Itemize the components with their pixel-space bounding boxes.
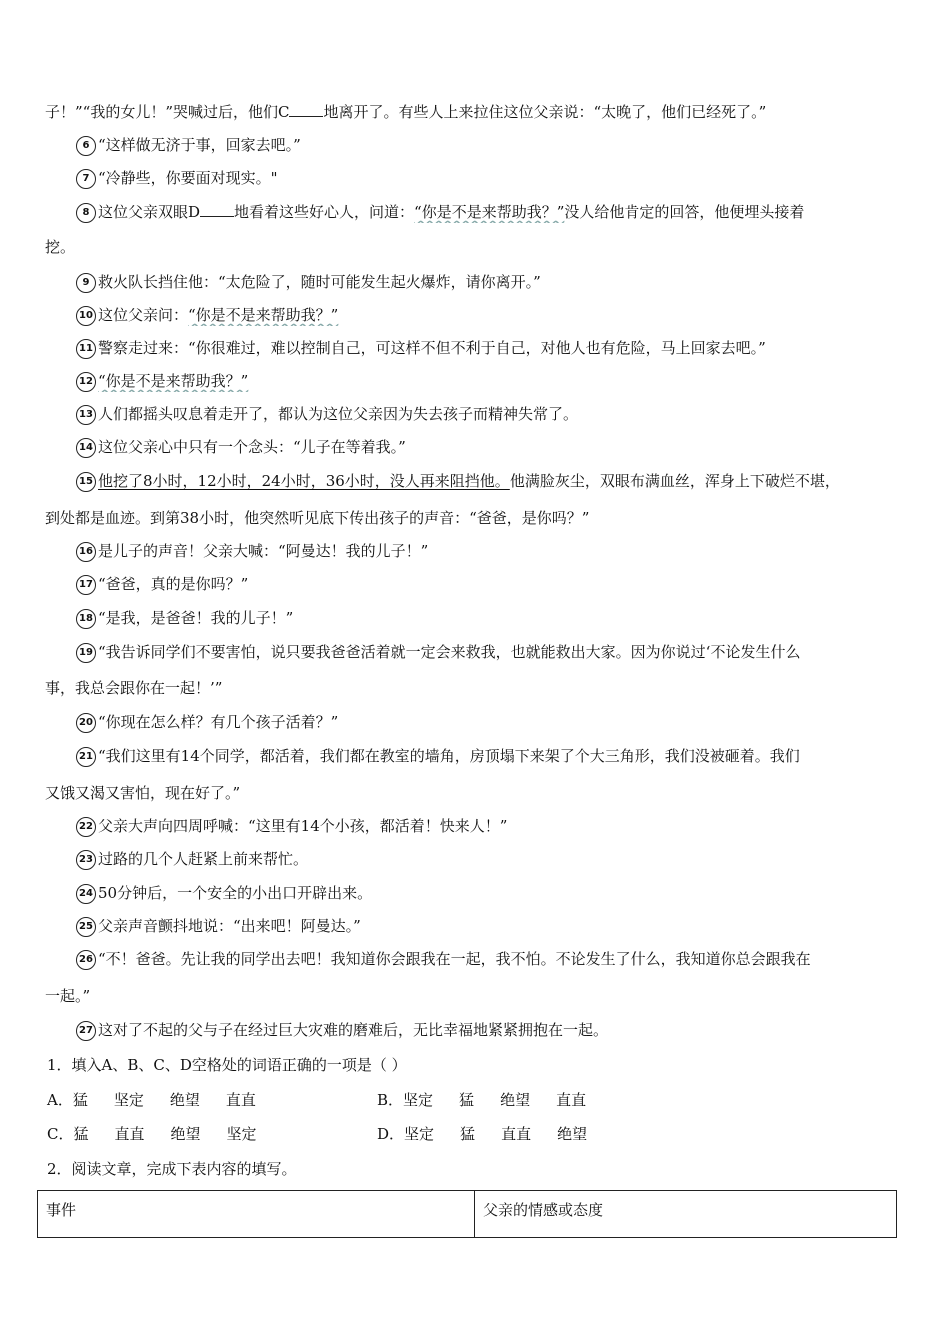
- paragraph-18: [76, 607, 913, 629]
- wavy-underlined-quote: “你是不是来帮助我？”: [188, 306, 339, 324]
- question-stem-text: 1．填入A、B、C、D空格处的词语正确的一项是（ ）: [47, 1056, 407, 1074]
- option-word: 绝望: [557, 1125, 588, 1143]
- paragraph-number: 14: [76, 438, 96, 458]
- paragraph-number: 19: [76, 643, 96, 663]
- paragraph-6: [76, 134, 913, 156]
- paragraph-text: “爸爸，真的是你吗？”: [98, 575, 249, 593]
- option-word: 直直: [501, 1125, 532, 1143]
- paragraph-text: 过路的几个人赶紧上前来帮忙。: [98, 850, 309, 868]
- paragraph-22: [76, 815, 913, 837]
- option-word: 猛: [459, 1091, 475, 1109]
- paragraph-text: 50分钟后，一个安全的小出口开辟出来。: [98, 884, 373, 902]
- paragraph-text: “是我，是爸爸！我的儿子！”: [98, 609, 294, 627]
- table-header-event[interactable]: 事件: [38, 1191, 475, 1238]
- paragraph-number: 22: [76, 817, 96, 837]
- table-row: [38, 1191, 897, 1238]
- fill-blank-c: [289, 102, 323, 117]
- paragraph-number: 13: [76, 405, 96, 425]
- paragraph-23: [76, 848, 913, 870]
- text-line: [45, 507, 913, 529]
- text-segment: 子！”“我的女儿！”哭喊过后，他们C: [45, 103, 290, 121]
- paragraph-text: 救火队长挡住他：“太危险了，随时可能发生起火爆炸，请你离开。”: [98, 273, 541, 291]
- option-word: 绝望: [500, 1091, 531, 1109]
- paragraph-text: “冷静些，你要面对现实。": [98, 169, 278, 187]
- option-word: 坚定: [113, 1091, 144, 1109]
- paragraph-16: [76, 540, 913, 562]
- text-line: [45, 236, 913, 258]
- option-word: 坚定: [226, 1125, 257, 1143]
- table-header-attitude[interactable]: 父亲的情感或态度: [475, 1191, 897, 1238]
- question-2-stem: [47, 1158, 915, 1180]
- paragraph-text: 这对了不起的父与子在经过巨大灾难的磨难后，无比幸福地紧紧拥抱在一起。: [98, 1021, 609, 1039]
- paragraph-text: 人们都摇头叹息着走开了，都认为这位父亲因为失去孩子而精神失常了。: [98, 405, 579, 423]
- paragraph-number: 12: [76, 372, 96, 392]
- option-word: 猛: [72, 1091, 88, 1109]
- option-label: A．: [47, 1091, 73, 1109]
- paragraph-7: [76, 167, 913, 189]
- paragraph-text: 父亲声音颤抖地说：“出来吧！阿曼达。”: [98, 917, 361, 935]
- paragraph-text: 他满脸灰尘，双眼布满血丝，浑身上下破烂不堪，: [509, 472, 840, 490]
- paragraph-number: 8: [76, 203, 96, 223]
- text-segment: 地离开了。有些人上来拉住这位父亲说：“太晚了，他们已经死了。”: [323, 103, 767, 121]
- paragraph-number: 7: [76, 169, 96, 189]
- paragraph-8: [76, 201, 913, 223]
- paragraph-14: [76, 436, 913, 458]
- paragraph-text: 这位父亲问：: [98, 306, 189, 324]
- paragraph-text: 地看着这些好心人，问道：: [234, 203, 415, 221]
- option-word: 坚定: [404, 1125, 435, 1143]
- paragraph-text: 这位父亲双眼D: [98, 203, 201, 221]
- paragraph-text: 这位父亲心中只有一个念头：“儿子在等着我。”: [98, 438, 406, 456]
- option-label: C．: [47, 1125, 74, 1143]
- fill-blank-d: [200, 202, 234, 217]
- paragraph-number: 10: [76, 306, 96, 326]
- paragraph-number: 17: [76, 575, 96, 595]
- text-line: [45, 782, 913, 804]
- paragraph-number: 27: [76, 1021, 96, 1041]
- paragraph-number: 18: [76, 609, 96, 629]
- paragraph-20: [76, 711, 913, 733]
- paragraph-24: [76, 882, 913, 904]
- option-word: 直直: [556, 1091, 587, 1109]
- paragraph-15: [76, 470, 913, 492]
- paragraph-21: [76, 745, 913, 767]
- paragraph-19: [76, 641, 913, 663]
- option-b[interactable]: [377, 1089, 586, 1111]
- paragraph-number: 16: [76, 542, 96, 562]
- paragraph-12: [76, 370, 913, 392]
- paragraph-number: 26: [76, 950, 96, 970]
- wavy-underlined-quote: “你是不是来帮助我？”: [414, 203, 565, 221]
- paragraph-text: 是儿子的声音！父亲大喊：“阿曼达！我的儿子！”: [98, 542, 429, 560]
- option-word: 猛: [460, 1125, 476, 1143]
- paragraph-text: 一起。”: [45, 987, 91, 1005]
- paragraph-number: 11: [76, 339, 96, 359]
- paragraph-text: 警察走过来：“你很难过，难以控制自己，可这样不但不利于自己，对他人也有危险，马上回家去吧。”: [98, 339, 766, 357]
- paragraph-number: 6: [76, 136, 96, 156]
- paragraph-11: [76, 337, 913, 359]
- paragraph-text: 到处都是血迹。到第38小时，他突然听见底下传出孩子的声音：“爸爸，是你吗？”: [45, 509, 590, 527]
- paragraph-number: 21: [76, 747, 96, 767]
- paragraph-text: 没人给他肯定的回答，他便埋头接着: [564, 203, 805, 221]
- paragraph-number: 20: [76, 713, 96, 733]
- paragraph-text: 又饿又渴又害怕，现在好了。”: [45, 784, 241, 802]
- option-word: 坚定: [403, 1091, 434, 1109]
- paragraph-text: 挖。: [45, 238, 76, 256]
- option-d[interactable]: [377, 1123, 587, 1145]
- paragraph-text: “我们这里有14个同学，都活着，我们都在教室的墙角，房顶塌下来架了个大三角形，我们没被砸着。我们: [98, 747, 800, 765]
- option-word: 直直: [114, 1125, 145, 1143]
- paragraph-25: [76, 915, 913, 937]
- paragraph-10: [76, 304, 913, 326]
- paragraph-text: 父亲大声向四周呼喊：“这里有14个小孩，都活着！快来人！”: [98, 817, 508, 835]
- wavy-underlined-quote: “你是不是来帮助我？”: [98, 372, 249, 390]
- paragraph-text: “不！爸爸。先让我的同学出去吧！我知道你会跟我在一起，我不怕。不论发生了什么，我知道你总会跟我在: [98, 950, 811, 968]
- answer-table: [37, 1190, 897, 1238]
- paragraph-number: 23: [76, 850, 96, 870]
- paragraph-26: [76, 948, 913, 970]
- paragraph-13: [76, 403, 913, 425]
- paragraph-9: [76, 271, 913, 293]
- option-word: 直直: [225, 1091, 256, 1109]
- paragraph-text: “我告诉同学们不要害怕，说只要我爸爸活着就一定会来救我，也就能救出大家。因为你说过‘不论发生什么: [98, 643, 801, 661]
- paragraph-27: [76, 1019, 913, 1041]
- paragraph-text: “这样做无济于事，回家去吧。”: [98, 136, 301, 154]
- text-line: [45, 985, 913, 1007]
- paragraph-number: 24: [76, 884, 96, 904]
- option-a[interactable]: [47, 1089, 256, 1111]
- text-line: [45, 101, 913, 123]
- option-word: 猛: [73, 1125, 89, 1143]
- paragraph-number: 9: [76, 273, 96, 293]
- paragraph-text: “你现在怎么样？有几个孩子活着？”: [98, 713, 339, 731]
- option-label: B．: [377, 1091, 404, 1109]
- option-word: 绝望: [170, 1125, 201, 1143]
- question-stem-text: 2．阅读文章，完成下表内容的填写。: [47, 1160, 297, 1178]
- text-line: [45, 677, 913, 699]
- question-1-stem: [47, 1054, 915, 1076]
- option-label: D．: [377, 1125, 405, 1143]
- paragraph-number: 25: [76, 917, 96, 937]
- paragraph-number: 15: [76, 472, 96, 492]
- option-word: 绝望: [169, 1091, 200, 1109]
- underlined-sentence: 他挖了8小时，12小时，24小时，36小时，没人再来阻挡他。: [98, 472, 510, 490]
- paragraph-text: 事，我总会跟你在一起！’”: [45, 679, 223, 697]
- paragraph-17: [76, 573, 913, 595]
- option-c[interactable]: [47, 1123, 257, 1145]
